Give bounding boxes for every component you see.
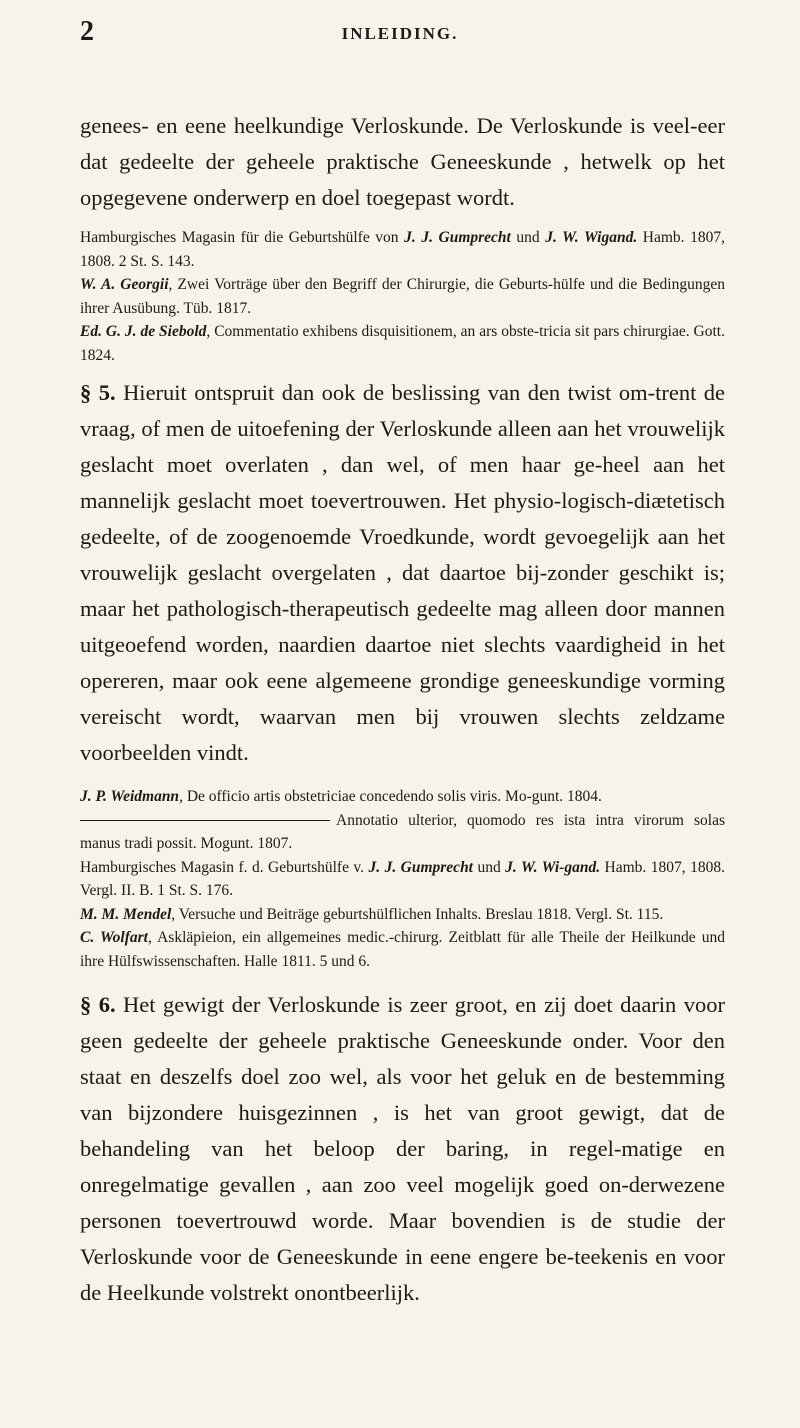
reference-entry: Hamburgisches Magasin f. d. Geburtshülfe v. J. J. Gumprecht und J. W. Wi-gand. Hamb. 1807, 1808. Vergl. II. B. 1 St. S. 176.	[80, 858, 725, 899]
section-label: § 5.	[80, 380, 116, 405]
reference-entry: Annotatio ulterior, quomodo res ista intra virorum solas manus tradi possit. Mogunt. 1807.	[80, 811, 725, 852]
running-head: INLEIDING.	[341, 24, 459, 43]
page-number: 2	[80, 16, 95, 47]
references-block-1	[80, 226, 725, 367]
reference-entry: Hamburgisches Magasin für die Geburtshülfe von J. J. Gumprecht und J. W. Wigand. Hamb. 1807, 1808. 2 St. S. 143.	[80, 229, 725, 270]
reference-entry: J. P. Weidmann, De officio artis obstetriciae concedendo solis viris. Mo-gunt. 1804.	[80, 788, 602, 805]
section-label: § 6.	[80, 992, 116, 1017]
reference-entry: C. Wolfart, Askläpieion, ein allgemeines medic.-chirurg. Zeitblatt für alle Theile der Heilkunde und ihre Hülfswissenschaften. Halle 1811. 5 und 6.	[80, 929, 725, 970]
intro-paragraph: genees- en eene heelkundige Verloskunde. De Verloskunde is veel-eer dat gedeelte der geheele praktische Geneeskunde , hetwelk op het opgegevene onderwerp en doel toegepast wordt.	[80, 113, 725, 210]
reference-entry: M. M. Mendel, Versuche und Beiträge geburtshülflichen Inhalts. Breslau 1818. Vergl. St. 115.	[80, 905, 664, 923]
reference-entry: Ed. G. J. de Siebold, Commentatio exhibens disquisitionem, an ars obste-tricia sit pars chirurgiae. Gott. 1824.	[80, 323, 725, 364]
page-header	[0, 16, 800, 46]
page-content	[80, 108, 725, 1311]
ditto-dash	[80, 820, 330, 821]
section-6-paragraph: § 6. Het gewigt der Verloskunde is zeer groot, en zij doet daarin voor geen gedeelte der geheele praktische Geneeskunde onder. Voor den staat en deszelfs doel zoo wel, als voor het geluk en de bestemming van bijzondere huisgezinnen , is het van groot gewigt, dat de behandeling van het beloop der baring, in regel-matige en onregelmatige gevallen , aan zoo veel mogelijk goed on-derwezene personen toevertrouwd worde. Maar bovendien is de studie der Verloskunde voor de Geneeskunde in eene engere be-teekenis en voor de Heelkunde volstrekt onontbeerlijk.	[80, 992, 726, 1305]
section-5-paragraph: § 5. Hieruit ontspruit dan ook de beslissing van den twist om-trent de vraag, of men de uitoefening der Verloskunde alleen aan het vrouwelijk geslacht moet overlaten , dan wel, of men haar ge-heel aan het mannelijk geslacht moet toevertrouwen. Het physio-logisch-diætetisch gedeelte, of de zoogenoemde Vroedkunde, wordt gevoegelijk aan het vrouwelijk geslacht overgelaten , dat daartoe bij-zonder geschikt is; maar het pathologisch-therapeutisch gedeelte mag alleen door mannen uitgeoefend worden, naardien daartoe niet slechts vaardigheid in het opereren, maar ook eene algemeene grondige geneeskundige vorming vereischt wordt, waarvan men bij vrouwen slechts zeldzame voorbeelden vindt.	[80, 380, 726, 765]
references-block-2	[80, 785, 725, 973]
reference-entry: W. A. Georgii, Zwei Vorträge über den Begriff der Chirurgie, die Geburts-hülfe und die Bedingungen ihrer Ausübung. Tüb. 1817.	[80, 276, 725, 317]
